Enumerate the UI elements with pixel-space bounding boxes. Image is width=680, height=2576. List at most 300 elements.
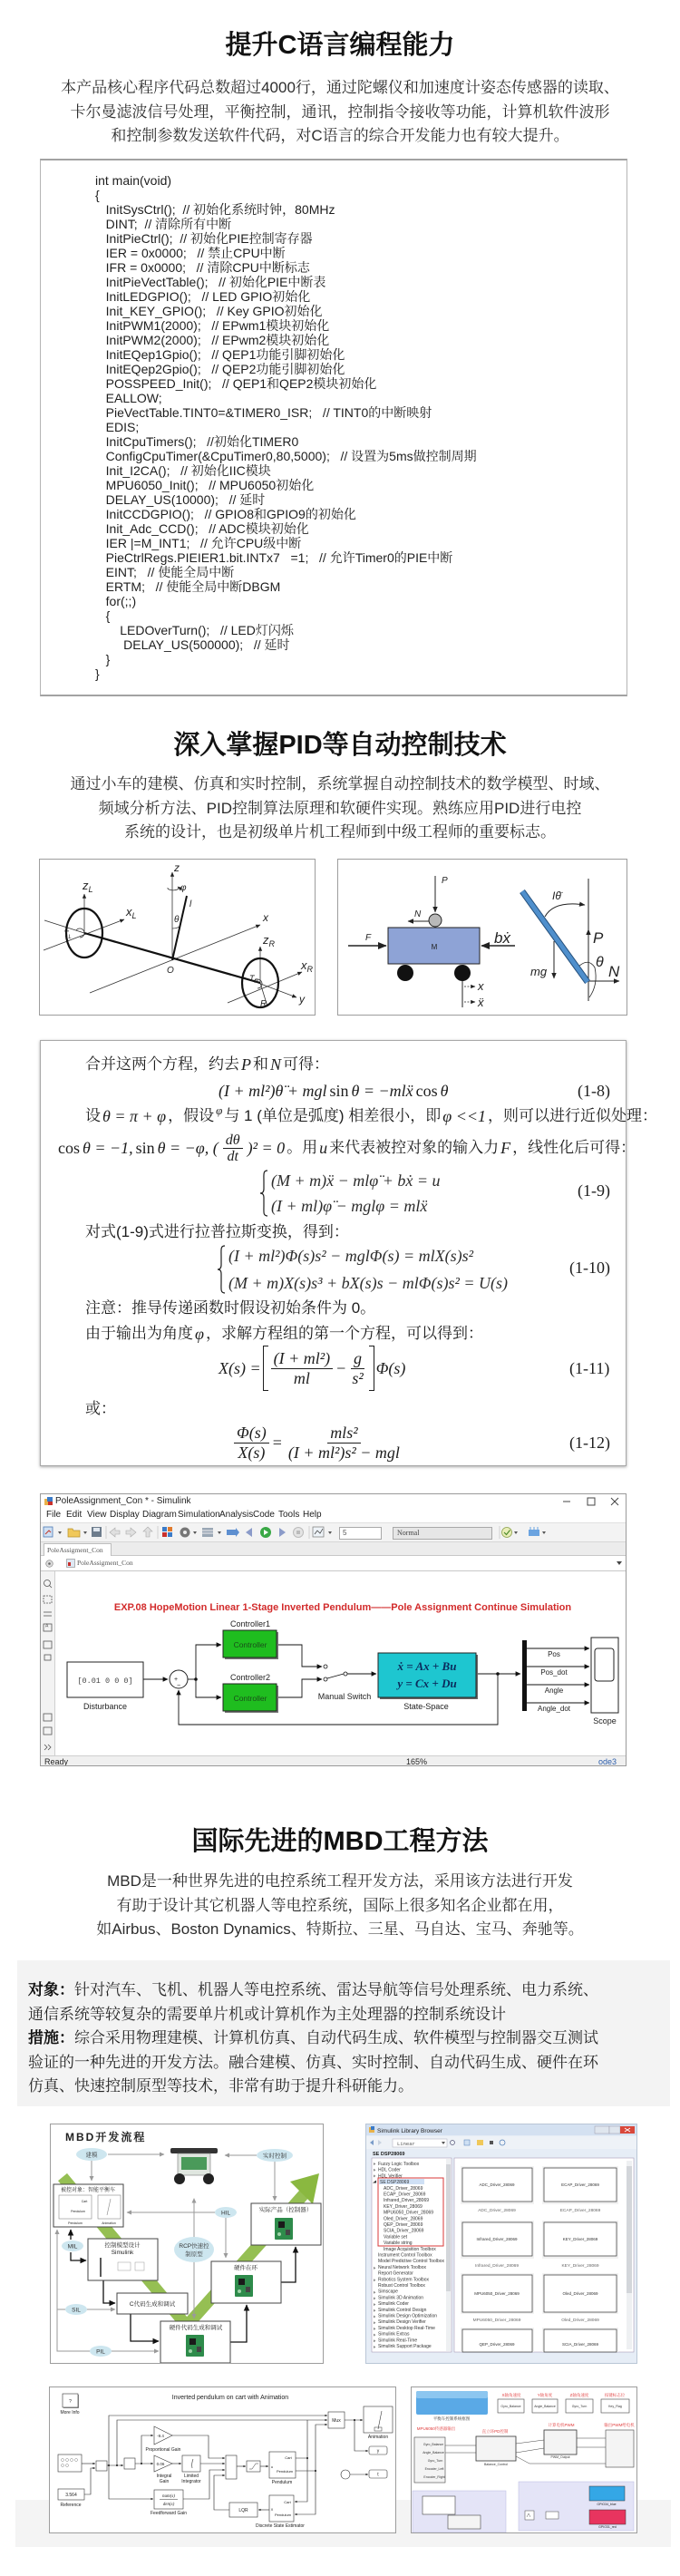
- svg-text:Proportional Gain: Proportional Gain: [145, 2447, 181, 2453]
- status-text: Ready: [44, 1757, 69, 1766]
- expand-palette-icon[interactable]: [44, 1745, 51, 1750]
- label-n: N: [414, 909, 422, 919]
- up-icon[interactable]: [143, 1527, 152, 1537]
- open-folder-icon[interactable]: [68, 1529, 80, 1537]
- status-bar: [41, 1755, 626, 1766]
- code-line: }: [95, 652, 111, 666]
- tree-item: Report Generator: [378, 2270, 413, 2277]
- svg-text:Pendulum: Pendulum: [71, 2210, 85, 2213]
- derivation-line-3: 设 θ = π + φ ，假设 φ 与 1 (单位是弧度) 相差很小，即 φ <<1 ，则可以进行近似处理：: [85, 1103, 658, 1125]
- cart-wheel: [454, 965, 471, 981]
- tree-item: Fuzzy Logic Toolbox: [378, 2162, 420, 2167]
- red-annotation: X轴角速度: [501, 2393, 521, 2397]
- svg-text:Disturbance: Disturbance: [83, 1702, 128, 1711]
- code-line: InitEQep1Gpio(); // QEP1功能引脚初始化: [95, 347, 345, 362]
- menu-file[interactable]: File: [46, 1510, 62, 1520]
- svg-text:建模: 建模: [85, 2152, 98, 2159]
- code-line: InitEQep2Gpio(); // QEP2功能引脚初始化: [95, 362, 345, 376]
- menu-help[interactable]: Help: [303, 1510, 322, 1520]
- stop-time-input[interactable]: 5: [339, 1527, 382, 1540]
- tree-item: Image Acquisition Toolbox: [384, 2246, 436, 2252]
- lqr-block: [229, 2503, 257, 2517]
- paragraph-line: 如Airbus、Boston Dynamics、特斯拉、三星、马自达、宝马、奔驰等。: [96, 1920, 584, 1938]
- svg-text:Integrator: Integrator: [181, 2479, 201, 2484]
- code-line: Init_KEY_GPIO(); // Key GPIO初始化: [95, 304, 323, 318]
- label-x: x: [263, 911, 268, 924]
- window-controls: [560, 1497, 624, 1506]
- svg-text:Angle_Balance: Angle_Balance: [534, 2405, 556, 2408]
- pin-icon: [490, 2141, 493, 2144]
- svg-text:y: y: [376, 2448, 380, 2454]
- svg-text:+: +: [174, 1677, 179, 1683]
- code-line: InitCpuTimers(); //初始化TIMER0: [95, 434, 299, 449]
- svg-text:u: u: [270, 2464, 274, 2469]
- label-z-l: $z_L$: [83, 879, 93, 894]
- model-design-box: [88, 2239, 158, 2280]
- step-forward-icon[interactable]: [279, 1528, 286, 1537]
- red-annotation: 直立环PD控制: [481, 2429, 509, 2434]
- library-block-tile: [461, 2166, 534, 2204]
- tree-item: Neural Network Toolbox: [378, 2264, 426, 2270]
- label-p: P: [442, 876, 448, 886]
- step-back-icon[interactable]: [246, 1528, 252, 1537]
- derivation-line-10: 或：: [85, 1400, 116, 1417]
- equation-system-1-10: (I + ml²)Φ(s)s² − mglΦ(s) = mlX(s)s² (M + m)X(s)s³ + bX(s)s − mlΦ(s)s² = U(s): [217, 1245, 508, 1294]
- code-line: InitSysCtrl(); // 初始化系统时钟，80MHz: [95, 202, 335, 217]
- dropdown-icon[interactable]: [542, 1531, 546, 1534]
- balance-robot-image: [170, 2148, 218, 2184]
- library-block-tile: [542, 2328, 618, 2352]
- svg-text:Key_Flag: Key_Flag: [608, 2405, 622, 2408]
- svg-text:C代码生成和调试: C代码生成和调试: [129, 2301, 176, 2308]
- scope-icon[interactable]: [313, 1527, 324, 1537]
- system-header-block: [416, 2391, 488, 2415]
- library-block-tile: [542, 2166, 618, 2204]
- label-phi: φ: [180, 883, 187, 893]
- svg-text:MPU6050_Driver_28069: MPU6050_Driver_28069: [474, 2291, 520, 2296]
- svg-text:den(s): den(s): [162, 2503, 175, 2507]
- svg-text:3.564: 3.564: [65, 2493, 77, 2498]
- svg-text:Gyro_Balance: Gyro_Balance: [423, 2443, 444, 2446]
- svg-text:Gyro_Balance: Gyro_Balance: [500, 2405, 521, 2408]
- derivation-line-1: 合并这两个方程，约去 P 和 N 可得：: [85, 1055, 330, 1074]
- code-line: Init_I2CA(); // 初始化IIC模块: [95, 463, 271, 478]
- code-line: MPU6050_Init(); // MPU6050初始化: [95, 478, 315, 492]
- menu-simulation[interactable]: Simulation: [178, 1510, 220, 1520]
- address-bar: [41, 1556, 626, 1571]
- svg-text:Pendulum: Pendulum: [276, 2469, 294, 2474]
- menu-code[interactable]: Code: [253, 1510, 275, 1520]
- paragraph-line: 卡尔曼滤波信号处理，平衡控制，通讯，控制指令接收等功能，计算机软件波形: [70, 102, 610, 121]
- menu-edit[interactable]: Edit: [66, 1510, 83, 1520]
- tree-item: HDL Coder: [378, 2167, 401, 2173]
- flowchart-title: MBD开发流程: [65, 2131, 147, 2143]
- maximize-icon: [588, 1498, 595, 1505]
- label-x: x: [478, 979, 484, 993]
- svg-text:Infrared_Driver_28069: Infrared_Driver_28069: [476, 2237, 518, 2241]
- pendulum-model-figure: [49, 2386, 396, 2533]
- close-icon: [611, 1498, 618, 1505]
- section-title-mbd: 国际先进的MBD工程方法: [191, 1827, 489, 1856]
- code-line: InitCCDGPIO(); // GPIO8和GPIO9的初始化: [95, 507, 356, 521]
- tree-item: SCIA_Driver_28069: [384, 2228, 424, 2234]
- menu-diagram[interactable]: Diagram: [142, 1510, 177, 1520]
- model-advisor-check-icon[interactable]: [502, 1528, 512, 1538]
- code-line: IER = 0x0000; // 禁止CPU中断: [95, 246, 286, 260]
- solver-link[interactable]: ode3: [597, 1757, 617, 1766]
- code-line: DINT; // 清除所有中断: [95, 217, 232, 231]
- measure-label: 措施：: [28, 2029, 74, 2046]
- paragraph-line: 和控制参数发送软件代码，对C语言的综合开发能力也有较大提升。: [111, 127, 569, 144]
- model-explorer-icon[interactable]: [202, 1528, 213, 1537]
- svg-text:RCP快速控: RCP快速控: [179, 2243, 209, 2250]
- svg-text:Gain: Gain: [159, 2479, 170, 2484]
- equation-1-8: (I + ml²)θ̈ + mgl sin θ = −mlẍ cos θ: [219, 1082, 449, 1100]
- svg-text:ẋ = Ax + Bu: ẋ = Ax + Bu: [397, 1659, 457, 1673]
- fit-to-view-icon[interactable]: [44, 1596, 52, 1603]
- svg-text:A: A: [45, 1623, 49, 1629]
- red-annotation: Z轴角速度: [569, 2393, 589, 2397]
- update-diagram-icon[interactable]: [227, 1528, 239, 1537]
- svg-text:ECAP_Driver_28069: ECAP_Driver_28069: [561, 2182, 599, 2187]
- svg-text:硬件代码生成和调试: 硬件代码生成和调试: [169, 2325, 223, 2331]
- info-line: 验证的一种先进的开发方法。融合建模、仿真、实时控制、自动代码生成、硬件在环: [28, 2053, 598, 2071]
- info-line: 仿真、快速控制原型等技术，非常有助于提升科研能力。: [28, 2077, 413, 2095]
- hardware-in-loop-box: [211, 2261, 281, 2303]
- breadcrumb[interactable]: PoleAssigment_Con: [77, 1559, 133, 1567]
- model-browser-icon[interactable]: [44, 1714, 52, 1721]
- label-x-l: $x_L$: [126, 905, 137, 920]
- manual-switch-block[interactable]: [318, 1665, 372, 1701]
- label-theta: θ: [174, 915, 180, 925]
- svg-text:Pendulum: Pendulum: [274, 2513, 292, 2517]
- mbd-info-box: [17, 1960, 670, 2106]
- route-lines-icon[interactable]: [44, 1612, 52, 1616]
- model-icon: [66, 1559, 75, 1568]
- dropdown-icon[interactable]: [58, 1531, 62, 1534]
- svg-text:Discrete State Estimator: Discrete State Estimator: [256, 2523, 305, 2529]
- code-line: int main(void): [95, 173, 172, 188]
- code-line: IFR = 0x0000; // 清除CPU中断标志: [95, 260, 310, 275]
- motor-output-block: [606, 2430, 634, 2467]
- label-x-ddot: ẍ: [478, 996, 484, 1009]
- chevron-down-icon[interactable]: [617, 1561, 622, 1566]
- svg-text:Mux: Mux: [332, 2418, 341, 2424]
- svg-text:Pendulum: Pendulum: [271, 2480, 293, 2485]
- report-icon[interactable]: [44, 1727, 52, 1735]
- branch-point: [496, 1672, 500, 1676]
- scope-block[interactable]: [591, 1638, 618, 1725]
- svg-text:Encoder_Right: Encoder_Right: [423, 2475, 445, 2479]
- code-line: {: [95, 608, 111, 623]
- svg-text:硬件在环: 硬件在环: [234, 2265, 257, 2271]
- svg-text:SIL: SIL: [72, 2307, 81, 2314]
- save-icon[interactable]: [92, 1527, 102, 1537]
- svg-text:More Info: More Info: [60, 2410, 80, 2416]
- svg-text:State-Space: State-Space: [403, 1702, 449, 1711]
- menu-view[interactable]: View: [87, 1510, 107, 1520]
- zoom-level: 165%: [406, 1757, 428, 1766]
- object-label: 对象：: [28, 1981, 74, 1998]
- control-model-figure: [411, 2386, 637, 2533]
- model-title: Inverted pendulum on cart with Animation: [171, 2395, 289, 2401]
- browser-title: Simulink Library Browser: [377, 2128, 442, 2134]
- library-block-tile: [542, 2221, 618, 2259]
- block-name: Infrared_Driver_28069: [475, 2264, 519, 2269]
- sum-block: [96, 2461, 107, 2471]
- sum-block: [226, 2455, 237, 2479]
- signal-label: Pos: [548, 1650, 560, 1658]
- phi-rotation-arc: [168, 887, 179, 890]
- tree-item: Simulink 3D Animation: [378, 2295, 424, 2301]
- info-line: 措施：综合采用物理建模、计算机仿真、自动代码生成、软件模型与控制器交互测试: [28, 2029, 598, 2046]
- block-name: MPU6050_Driver_28069: [472, 2318, 521, 2323]
- demux-block[interactable]: [522, 1640, 527, 1711]
- tree-item: Robust Control Toolbox: [378, 2283, 425, 2289]
- signal-line: [196, 1645, 221, 1679]
- block-name: Oled_Driver_28069: [561, 2318, 599, 2323]
- code-line: InitPieVectTable(); // 初始化PIE中断表: [95, 275, 326, 289]
- back-icon[interactable]: [110, 1528, 120, 1537]
- code-listing: [40, 159, 627, 696]
- paragraph-line: 有助于设计其它机器人等电控系统，国际上很多知名企业都在用，: [116, 1896, 564, 1914]
- svg-text:QEP_Driver_28069: QEP_Driver_28069: [479, 2342, 515, 2347]
- brace-icon: [259, 1170, 268, 1217]
- label-z: z: [174, 861, 180, 874]
- menu-tools[interactable]: Tools: [278, 1510, 300, 1520]
- code-line: DELAY_US(500000); // 延时: [95, 637, 290, 652]
- code-line: for(;;): [95, 594, 137, 608]
- svg-text:Encoder_Left: Encoder_Left: [424, 2467, 444, 2471]
- svg-text:Manual Switch: Manual Switch: [317, 1692, 372, 1701]
- equation-1-11: X(s) = $\frac{\text{(I + ml²)}}{ml}$ − $\frac{g}{\text{s²}}$ Φ(s): [217, 1345, 407, 1392]
- library-browser-figure: [365, 2124, 637, 2364]
- pwm-output-block: [544, 2430, 577, 2459]
- label-t-r: $T_R$: [249, 974, 258, 985]
- sum-block: [124, 2458, 135, 2469]
- build-model-icon[interactable]: [529, 1527, 539, 1536]
- code-line: PieVectTable.TINT0=&TIMER0_ISR; // TINT0的中断映射: [95, 405, 432, 420]
- tree-item: Robotics System Toolbox: [378, 2277, 430, 2283]
- signal-builder-block: [58, 2454, 82, 2472]
- tree-item: Simulink Control Design: [378, 2307, 427, 2313]
- svg-text:Oled_Driver_28069: Oled_Driver_28069: [562, 2291, 598, 2296]
- tree-item: Variable string: [384, 2241, 413, 2247]
- mux-block: [328, 2412, 345, 2428]
- stop-icon[interactable]: [294, 1528, 304, 1538]
- cart-wheel: [397, 965, 413, 981]
- maximize-icon: [609, 2126, 620, 2134]
- code-line: {: [95, 188, 100, 202]
- tree-item: Variable set: [384, 2234, 408, 2241]
- svg-text:[0.01 0 0 0]: [0.01 0 0 0]: [77, 1677, 133, 1686]
- equation-derivation-panel: [40, 1040, 658, 1466]
- c-code-box: [117, 2293, 188, 2314]
- svg-text:0.06: 0.06: [156, 2462, 165, 2466]
- tree-item: Simulink Design Optimization: [378, 2313, 438, 2319]
- code-line: EDIS;: [95, 420, 140, 434]
- new-model-icon[interactable]: [44, 1527, 53, 1537]
- switch-arm: [327, 1674, 344, 1678]
- brace-icon: [217, 1245, 226, 1294]
- svg-text:-9.4: -9.4: [157, 2434, 164, 2438]
- t-outport-block: [369, 2470, 387, 2478]
- diagram-title: EXP.08 HopeMotion Linear 1-Stage Inverted Pendulum——Pole Assignment Continue Simulation: [113, 1602, 572, 1613]
- svg-text:ADC_Driver_28069: ADC_Driver_28069: [479, 2182, 515, 2187]
- oval-sil: [65, 2304, 87, 2315]
- area-icon[interactable]: [44, 1655, 51, 1660]
- red-annotation: 计算电机PWM: [548, 2423, 575, 2427]
- dropdown-icon[interactable]: [193, 1531, 197, 1534]
- tree-item: Simulink Desktop Real-Time: [378, 2325, 435, 2331]
- hardware-code-box: [160, 2321, 230, 2363]
- svg-text:Feedforward Gain: Feedforward Gain: [150, 2511, 188, 2516]
- simulation-mode-select[interactable]: Normal: [393, 1527, 492, 1540]
- forward-icon[interactable]: [126, 1528, 136, 1537]
- library-block-tile: [542, 2273, 618, 2314]
- label-f: F: [365, 933, 372, 943]
- svg-text:LQR: LQR: [238, 2508, 248, 2513]
- library-block-tile: [461, 2221, 534, 2259]
- menu-bar: [41, 1508, 626, 1521]
- tree-item: HDL Verifier: [378, 2173, 403, 2180]
- red-annotation: MPU6050传感器输出: [416, 2426, 456, 2431]
- c-section-description: [0, 76, 680, 149]
- block-palette: [41, 1571, 55, 1755]
- svg-text:Angle_Balance: Angle_Balance: [423, 2451, 444, 2454]
- label-rod: l: [189, 899, 192, 909]
- goto-block: [601, 2399, 629, 2413]
- code-line: ERTM; // 使能全局中断DBGM: [95, 579, 281, 594]
- equation-tag: (1-9): [578, 1181, 610, 1200]
- tree-item: MPU6050_Driver_28069: [384, 2210, 434, 2216]
- dropdown-icon[interactable]: [328, 1531, 332, 1534]
- model-canvas[interactable]: [55, 1571, 626, 1755]
- library-browser-icon[interactable]: [162, 1527, 172, 1537]
- window-title: PoleAssignment_Con * - Simulink: [55, 1496, 191, 1506]
- section-title-pid: 深入掌握PID等自动控制技术: [173, 731, 507, 760]
- current-library-header: SE DSP28069: [373, 2152, 405, 2157]
- svg-text:Linear: Linear: [397, 2141, 415, 2147]
- menu-display[interactable]: Display: [110, 1510, 140, 1520]
- code-line: POSSPEED_Init(); // QEP1和QEP2模块初始化: [95, 376, 377, 391]
- toolbar: [41, 1522, 626, 1542]
- cart-pendulum-diagram: [337, 859, 627, 1016]
- inertia-arc: [545, 904, 585, 917]
- function-call-block: [448, 2515, 481, 2529]
- dropdown-icon[interactable]: [218, 1531, 221, 1534]
- svg-text:Controller1: Controller1: [229, 1619, 271, 1628]
- section-title-c-programming: 提升C语言编程能力: [225, 31, 455, 60]
- label-mg: mg: [530, 965, 548, 978]
- dropdown-icon[interactable]: [514, 1531, 518, 1534]
- signal-line: [196, 1679, 221, 1697]
- code-line: IER |=M_INT1; // 允许CPU级中断: [95, 536, 302, 550]
- tree-item: Simulink Support Package: [378, 2344, 432, 2349]
- controller1-block[interactable]: [223, 1619, 278, 1659]
- tree-item: Simulink Real-Time: [378, 2338, 418, 2344]
- dropdown-icon[interactable]: [83, 1531, 87, 1534]
- sum-block[interactable]: [170, 1670, 188, 1689]
- svg-text:y = Cx + Du: y = Cx + Du: [397, 1677, 457, 1690]
- state-space-block[interactable]: [378, 1653, 478, 1711]
- controller2-block[interactable]: [223, 1673, 278, 1713]
- svg-text:GPIO31_red: GPIO31_red: [598, 2525, 617, 2529]
- tree-item: Model Predictive Control Toolbox: [378, 2259, 445, 2265]
- settings-gear-icon[interactable]: [180, 1528, 190, 1538]
- model-tab[interactable]: PoleAssigment_Con: [44, 1543, 112, 1556]
- svg-text:Limited: Limited: [183, 2474, 199, 2479]
- simulink-app-icon: [44, 1497, 53, 1506]
- library-block-tile: [461, 2273, 534, 2314]
- svg-text:−: −: [177, 1683, 181, 1689]
- wheel-coordinate-diagram: [39, 859, 316, 1016]
- zoom-in-icon[interactable]: [44, 1580, 53, 1589]
- code-line: Init_Adc_CCD(); // ADC模块初始化: [95, 521, 309, 536]
- code-line: InitPieCtrl(); // 初始化PIE控制寄存器: [95, 231, 313, 246]
- pulse-generator-block: [525, 2511, 534, 2520]
- svg-text:Cart: Cart: [285, 2455, 292, 2460]
- svg-text:Cart: Cart: [81, 2200, 88, 2203]
- tree-item: Instrument Control Toolbox: [378, 2252, 432, 2259]
- tree-item: Infrared_Driver_28069: [384, 2198, 430, 2204]
- pid-section-description: [0, 773, 680, 845]
- code-line: InitPWM1(2000); // EPwm1模块初始化: [95, 318, 330, 333]
- tree-item: Oled_Driver_28069: [384, 2216, 423, 2222]
- disturbance-block[interactable]: [67, 1662, 143, 1711]
- equation-1-12: $\frac{\Phi(s)}{X(s)}$ = $\frac{\text{mls²}}{\text{(I + ml²)s² − mgl}}$: [231, 1420, 405, 1465]
- code-line: LEDOverTurn(); // LED灯闪烁: [95, 623, 294, 637]
- svg-text:SCIA_Driver_28069: SCIA_Driver_28069: [561, 2342, 599, 2347]
- clock-block: [341, 2470, 350, 2479]
- code-line: EINT; // 使能全局中断: [95, 565, 235, 579]
- integral-gain-block: [154, 2455, 172, 2484]
- svg-text:Controller: Controller: [233, 1640, 267, 1649]
- svg-text:控制模型设计: 控制模型设计: [104, 2242, 141, 2249]
- image-icon[interactable]: [44, 1641, 52, 1648]
- idle-task-block: [423, 2496, 455, 2514]
- svg-text:num(s): num(s): [162, 2494, 175, 2499]
- block-name: ADC_Driver_28069: [478, 2209, 516, 2213]
- plant-box: [53, 2184, 123, 2227]
- tree-item: Simulink Coder: [378, 2301, 409, 2308]
- paragraph-line: MBD是一种世界先进的电控系统工程开发方法，采用该方法进行开发: [107, 1872, 573, 1890]
- mbd-section-description: [0, 1870, 680, 1942]
- oval-modeling: [76, 2148, 107, 2161]
- tree-item: Simscape: [378, 2289, 398, 2295]
- run-icon[interactable]: [260, 1527, 271, 1538]
- menu-analysis[interactable]: Analysis: [219, 1510, 254, 1520]
- equation-tag: (1-11): [569, 1359, 610, 1377]
- svg-text:?: ?: [69, 2399, 72, 2405]
- hide-browser-icon[interactable]: [45, 1560, 53, 1568]
- limited-integrator-block: [181, 2455, 201, 2484]
- svg-text:X: X: [270, 2507, 274, 2512]
- equation-tag: (1-8): [578, 1082, 610, 1100]
- svg-text:实际产品（控制器）: 实际产品（控制器）: [258, 2207, 313, 2213]
- block-name: KEY_Driver_28069: [561, 2264, 599, 2269]
- tree-item: ECAP_Driver_28069: [384, 2192, 426, 2198]
- svg-text:Controller2: Controller2: [229, 1673, 271, 1682]
- svg-text:Scope: Scope: [593, 1716, 617, 1725]
- convert-block: [546, 2512, 559, 2519]
- branch-point: [194, 1677, 198, 1681]
- header-label: 平衡车控制系统框图: [432, 2416, 471, 2421]
- label-origin: O: [167, 966, 174, 976]
- svg-text:GPIO34_blue: GPIO34_blue: [597, 2503, 617, 2506]
- tree-item: Simulink Design Verifier: [378, 2319, 426, 2326]
- derivation-line-9: 由于输出为角度 φ ，求解方程组的第一个方程，可以得到：: [85, 1325, 483, 1343]
